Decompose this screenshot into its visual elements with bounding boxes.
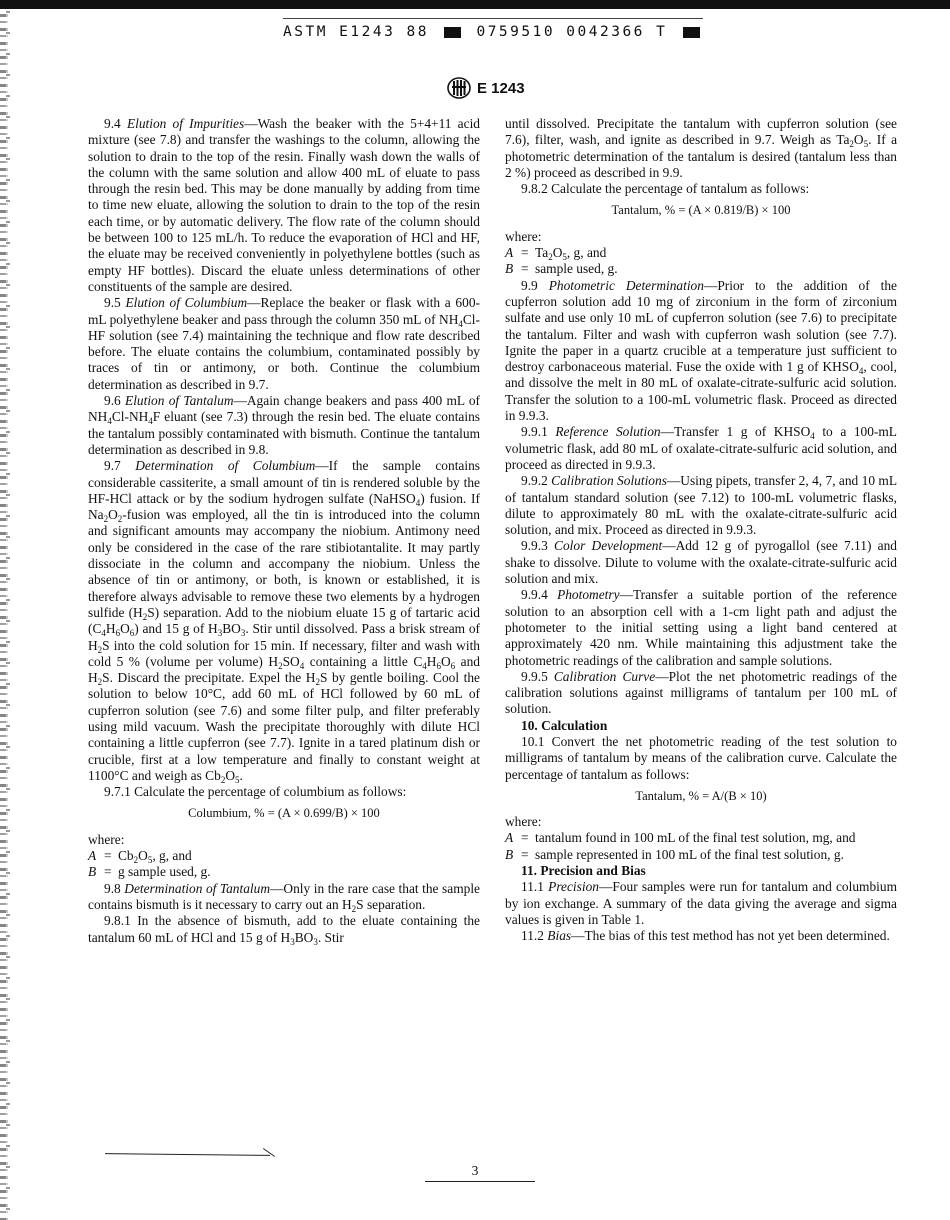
paragraph-10-1: 10.1 Convert the net photometric reading of the test solution to milligrams of tantalum by means of the calibration curve. Calculate the percentage of tantalum as follows:	[505, 733, 897, 782]
heading-elution-impurities: Elution of Impurities	[126, 116, 245, 131]
page-number: 3	[471, 1163, 479, 1178]
variable-definitions	[88, 848, 480, 881]
paragraph-9-7-1: 9.7.1 Calculate the percentage of columbium as follows:	[104, 784, 407, 800]
paragraph-9-5: 9.5 Elution of Columbium—Replace the beaker or flask with a 600-mL polyethylene beaker and pass through the column 350 mL of $NH_4Cl-HF$ solution (see 7.4) maintaining the technique and flow rate described before. The eluate contains the columbium, contaminated possibly by traces of tin or antimony, or both. Continue the columbium determination as described in 9.7.	[88, 295, 480, 392]
where-label-2: where:	[505, 228, 542, 244]
paragraph-9-9-3: 9.9.3 Color Development—Add 12 g of pyrogallol (see 7.11) and shake to dissolve. Dilute to volume with the oxalate-citrate-sulfuric acid solution and mix.	[505, 538, 897, 587]
top-border-bar	[0, 0, 950, 9]
heading-photometric-determination: Photometric Determination	[548, 277, 704, 293]
paragraph-9-9: 9.9 Photometric Determination—Prior to the addition of the cupferron solution add 10 mg of zirconium in the form of zirconium sulfate and use only 10 mL of cupferron solution (see 7.6) to precipitate the tantalum. Filter and wash with cupferron wash solution (see 7.7). Ignite the paper in a quartz crucible at a temperature just sufficient to destroy carbonaceous material. Fuse the oxide with 1 g of $KHSO_4$, cool, and dissolve the melt in 80 mL of oxalate-citrate-sulfuric acid solution. Transfer the solution to a 100-mL volumetric flask. Proceed as directed in 9.9.3.	[505, 277, 897, 424]
paragraph-11-1: 11.1 Precision—Four samples were run for tantalum and columbium by ion exchange. A summary of the data giving the average and sigma values is given in Table 1.	[505, 879, 897, 927]
designation-header	[447, 77, 525, 99]
variable-definitions-3	[505, 830, 897, 863]
equation-tantalum: Tantalum, % = (A × 0.819/B) × 100	[611, 203, 791, 218]
paragraph-9-4: 9.4 Elution of Impurities—Wash the beaker with the 5+4+11 acid mixture (see 7.8) and transfer the washings to the column, allowing the solution to drain to the top of the resin. Finally wash down the walls of the column with the same solution and allow 400 mL of eluate to pass through the resin bed. This may be done manually by adding from time to time new eluate, allowing the solution to drain to the top of the resin each time, or by automatic delivery. The flow rate of the column should be between 100 to 125 mL/h. To reduce the evaporation of HCl and HF, the eluate may be received conveniently in polyethylene bottles (such as empty HF bottles). Discard the eluate unless determinations of other constituents of the sample are desired.	[88, 116, 480, 294]
stamp-prefix: ASTM E1243 88	[283, 24, 429, 40]
definition-a-3: A = tantalum found in 100 mL of the final test solution, mg, and	[505, 830, 856, 846]
heading-precision: Precision	[548, 879, 599, 895]
astm-logo-icon	[447, 77, 471, 99]
definition-a: A = $Cb_2O_5$, g, and	[88, 848, 192, 866]
paragraph-9-8-1: 9.8.1 In the absence of bismuth, add to the eluate containing the tantalum 60 mL of HCl and 15 g of $H_3BO_3$. Stir	[88, 913, 480, 947]
definition-b-3: B = sample represented in 100 mL of the final test solution, g.	[505, 846, 844, 862]
stamp-block-icon-2	[683, 27, 700, 38]
paragraph-9-8-1-continued: until dissolved. Precipitate the tantalum with cupferron solution (see 7.6), filter, wash, and ignite as described in 9.7. Weigh as $Ta_2O_5$. If a photometric determination of the tantalum is desired (tantalum less than 2 %) proceed as described in 9.9.	[505, 116, 898, 180]
heading-elution-tantalum: Elution of Tantalum	[125, 393, 234, 409]
equation-tantalum-photometric: Tantalum, % = A/(B × 10)	[635, 788, 767, 803]
heading-photometry: Photometry	[557, 587, 620, 603]
page-number-rule	[425, 1181, 535, 1182]
stamp-code-2: T	[656, 24, 668, 40]
definition-b-2: B = sample used, g.	[505, 261, 618, 277]
section-heading-precision-bias: 11. Precision and Bias	[521, 863, 646, 879]
paragraph-9-7: 9.7 Determination of Columbium—If the sample contains considerable cassiterite, a small amount of tin is rendered soluble by the HF-HCl attack or by the sodium hydrogen sulfate (NaHSO$_4$) fusion. If $Na_2O_2$-fusion was employed, all the tin is introduced into the column and significant amounts may accompany the niobium. Antimony need only be considered in the case of the rare stibiotantalite. It may partly dissociate in the column and accompany the niobium. Unless the absence of tin or antimony, or both, is known or established, it is therefore always advisable to remove these two elements by a hydrogen sulfide $(H_2S)$ separation. Add to the niobium eluate 15 g of tartaric acid $(C_4H_6O_6)$ and 15 g of $H_3BO_3$. Stir until dissolved. Pass a brisk stream of $H_2S$ into the cold solution for 15 min. If necessary, filter and wash with cold 5 % (volume per volume) $H_2SO_4$ containing a little $C_4H_6O_6$ and $H_2S$. Discard the precipitate. Expel the $H_2S$ by gentle boiling. Cool the solution to below 10°C, add 60 mL of HCl followed by 60 mL of cupferron solution (see 7.6) and some filter pulp, and filter preferably using mild vacuum. Wash the precipitate thoroughly with dilute HCl containing a little cupferron (see 7.7). Ignite in a tared platinum dish or crucible, first at a low temperature and finally to constant weight at 1100°C and weigh as $Cb_2O_5$.	[88, 458, 480, 785]
footnote-rule	[105, 1153, 270, 1156]
heading-calibration-curve: Calibration Curve	[553, 668, 656, 684]
paragraph-9-8-2: 9.8.2 Calculate the percentage of tantalum as follows:	[521, 181, 810, 197]
where-label-3: where:	[505, 814, 542, 830]
equation-columbium: Columbium, % = (A × 0.699/B) × 100	[188, 806, 380, 821]
heading-determination-tantalum: Determination of Tantalum	[124, 880, 271, 896]
heading-determination-columbium: Determination of Columbium	[135, 458, 316, 474]
where-label: where:	[88, 831, 125, 847]
variable-definitions-2	[505, 245, 897, 278]
scan-edge-artifact-2	[6, 0, 10, 1220]
definition-a-2: A = $Ta_2O_5$, g, and	[505, 245, 607, 263]
stamp-rule	[283, 18, 703, 19]
heading-color-development: Color Development	[554, 538, 663, 554]
heading-reference-solution: Reference Solution	[555, 424, 661, 440]
heading-calibration-solutions: Calibration Solutions	[551, 473, 667, 489]
paragraph-9-6: 9.6 Elution of Tantalum—Again change beakers and pass 400 mL of $NH_4Cl-NH_4F$ eluant (see 7.3) through the resin bed. The eluate contains the tantalum possibly contaminated with bismuth. Continue the tantalum determination as described in 9.8.	[88, 393, 480, 457]
paragraph-9-9-4: 9.9.4 Photometry—Transfer a suitable portion of the reference solution to an absorption cell with a 1-cm light path and adjust the photometer to the initial setting using a light band centered at approximately 420 nm. While maintaining this adjustment take the photometric readings of the calibration and sample solutions.	[505, 587, 897, 668]
heading-bias: Bias	[547, 928, 572, 944]
stamp-code: 0759510 0042366	[476, 24, 645, 40]
document-stamp	[283, 24, 703, 42]
heading-elution-columbium: Elution of Columbium	[125, 295, 248, 311]
paragraph-9-8: 9.8 Determination of Tantalum—Only in the rare case that the sample contains bismuth is it necessary to carry out an $H_2S$ separation.	[88, 880, 480, 914]
paragraph-9-9-1: 9.9.1 Reference Solution—Transfer 1 g of $KHSO_4$ to a 100-mL volumetric flask, add 80 mL of oxalate-citrate-sulfuric acid solution, and proceed as directed in 9.9.3.	[505, 424, 897, 472]
left-column	[88, 116, 480, 946]
paragraph-9-9-2: 9.9.2 Calibration Solutions—Using pipets, transfer 2, 4, 7, and 10 mL of tantalum standard solution (see 7.12) to 100-mL volumetric flasks, dilute to approximately 80 mL with the oxalate-citrate-sulfuric acid solution, and mix. Proceed as directed in 9.9.3.	[505, 473, 897, 538]
section-heading-calculation: 10. Calculation	[521, 717, 608, 733]
definition-b: B = g sample used, g.	[88, 864, 211, 880]
designation-number: E 1243	[477, 79, 525, 97]
paragraph-11-2: 11.2 Bias—The bias of this test method has not yet been determined.	[521, 928, 890, 944]
paragraph-9-9-5: 9.9.5 Calibration Curve—Plot the net photometric readings of the calibration solutions against milligrams of tantalum per 100 mL of solution.	[505, 668, 898, 717]
stamp-block-icon	[444, 27, 461, 38]
right-column	[505, 116, 897, 945]
